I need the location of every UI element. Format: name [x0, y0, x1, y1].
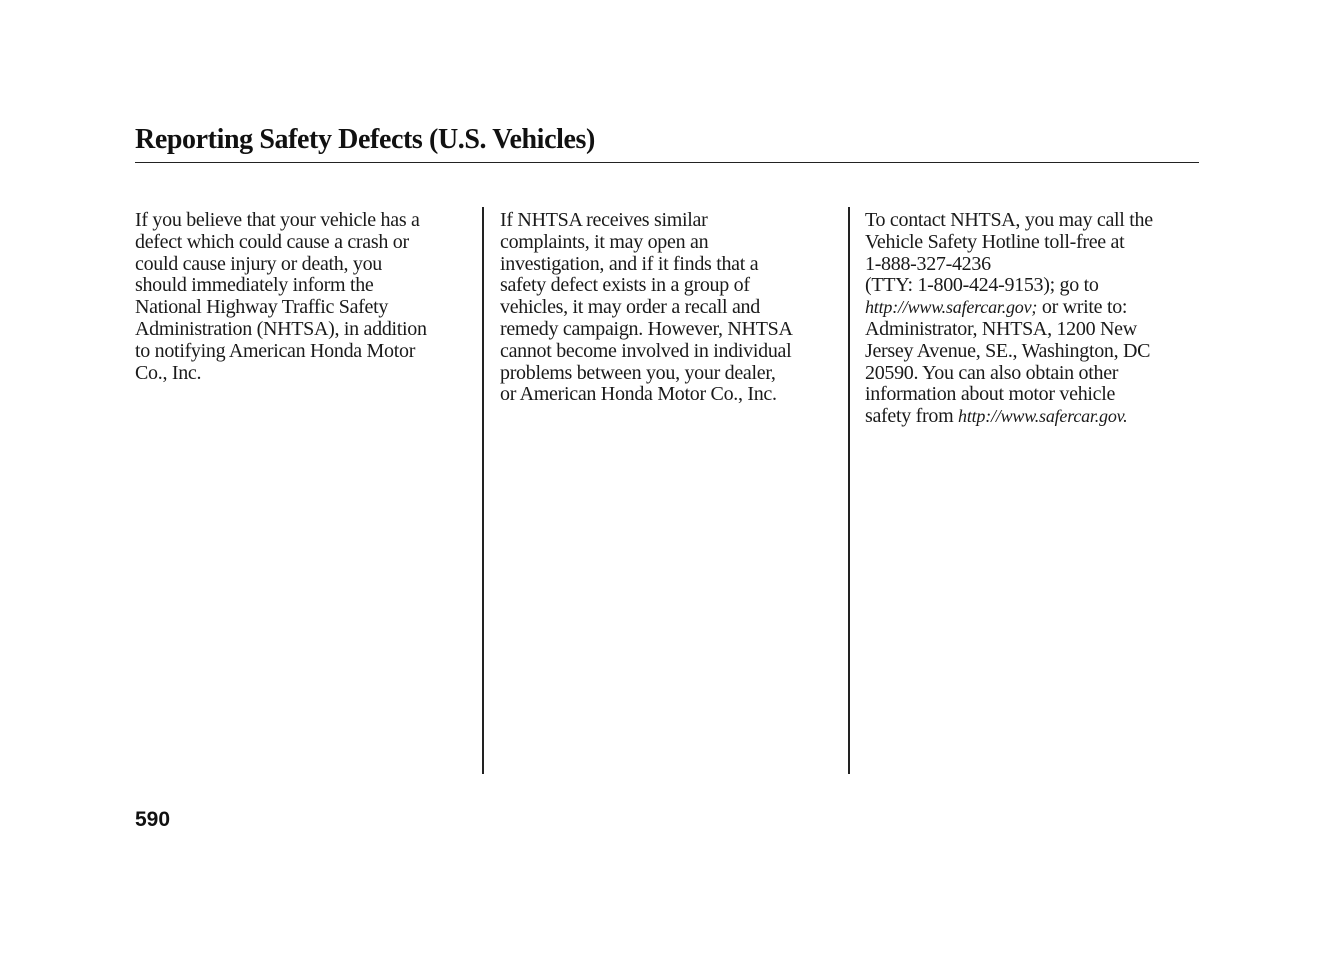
column-1-line: Administration (NHTSA), in addition — [135, 317, 427, 340]
title-rule — [135, 162, 1199, 163]
column-2-line: investigation, and if it finds that a — [500, 252, 759, 275]
column-1-line: If you believe that your vehicle has a — [135, 209, 420, 231]
column-1-line: National Highway Traffic Safety — [135, 296, 389, 319]
column-1-line: defect which could cause a crash or — [135, 230, 409, 253]
tty-number: (TTY: 1-800-424-9153); go to — [865, 274, 1099, 297]
page-title: Reporting Safety Defects (U.S. Vehicles) — [135, 124, 595, 155]
column-3-text: safety from — [865, 405, 959, 428]
column-3-line: To contact NHTSA, you may call the — [865, 209, 1153, 231]
column-divider — [482, 207, 484, 774]
column-1-line: could cause injury or death, you — [135, 252, 382, 275]
column-2-line: remedy campaign. However, NHTSA — [500, 317, 793, 340]
column-3 — [865, 210, 1200, 428]
column-2-line: or American Honda Motor Co., Inc. — [500, 383, 777, 406]
column-3-line — [865, 297, 1200, 319]
column-2-line: vehicles, it may order a recall and — [500, 296, 760, 319]
safercar-link[interactable]: http://www.safercar.gov. — [958, 406, 1128, 427]
hotline-number: 1-888-327-4236 — [865, 252, 991, 275]
column-divider — [848, 207, 850, 774]
column-3-text: or write to: — [1037, 296, 1128, 319]
column-2-line: complaints, it may open an — [500, 230, 709, 253]
column-1-line: to notifying American Honda Motor — [135, 339, 416, 362]
column-3-line — [865, 406, 1200, 428]
column-2-line: safety defect exists in a group of — [500, 274, 750, 297]
column-3-line: Jersey Avenue, SE., Washington, DC — [865, 339, 1151, 362]
column-3-line: Vehicle Safety Hotline toll-free at — [865, 230, 1125, 253]
column-3-line: information about motor vehicle — [865, 383, 1116, 406]
column-1-line: should immediately inform the — [135, 274, 374, 297]
column-2-line: problems between you, your dealer, — [500, 361, 776, 384]
column-2-line: If NHTSA receives similar — [500, 209, 708, 231]
safercar-link[interactable]: http://www.safercar.gov; — [865, 297, 1038, 318]
column-1 — [135, 210, 470, 384]
column-3-line: Administrator, NHTSA, 1200 New — [865, 317, 1137, 340]
page-number: 590 — [135, 808, 171, 831]
column-3-line: 20590. You can also obtain other — [865, 361, 1119, 384]
column-1-line: Co., Inc. — [135, 361, 202, 384]
column-2-line: cannot become involved in individual — [500, 339, 792, 362]
column-2 — [500, 210, 840, 406]
